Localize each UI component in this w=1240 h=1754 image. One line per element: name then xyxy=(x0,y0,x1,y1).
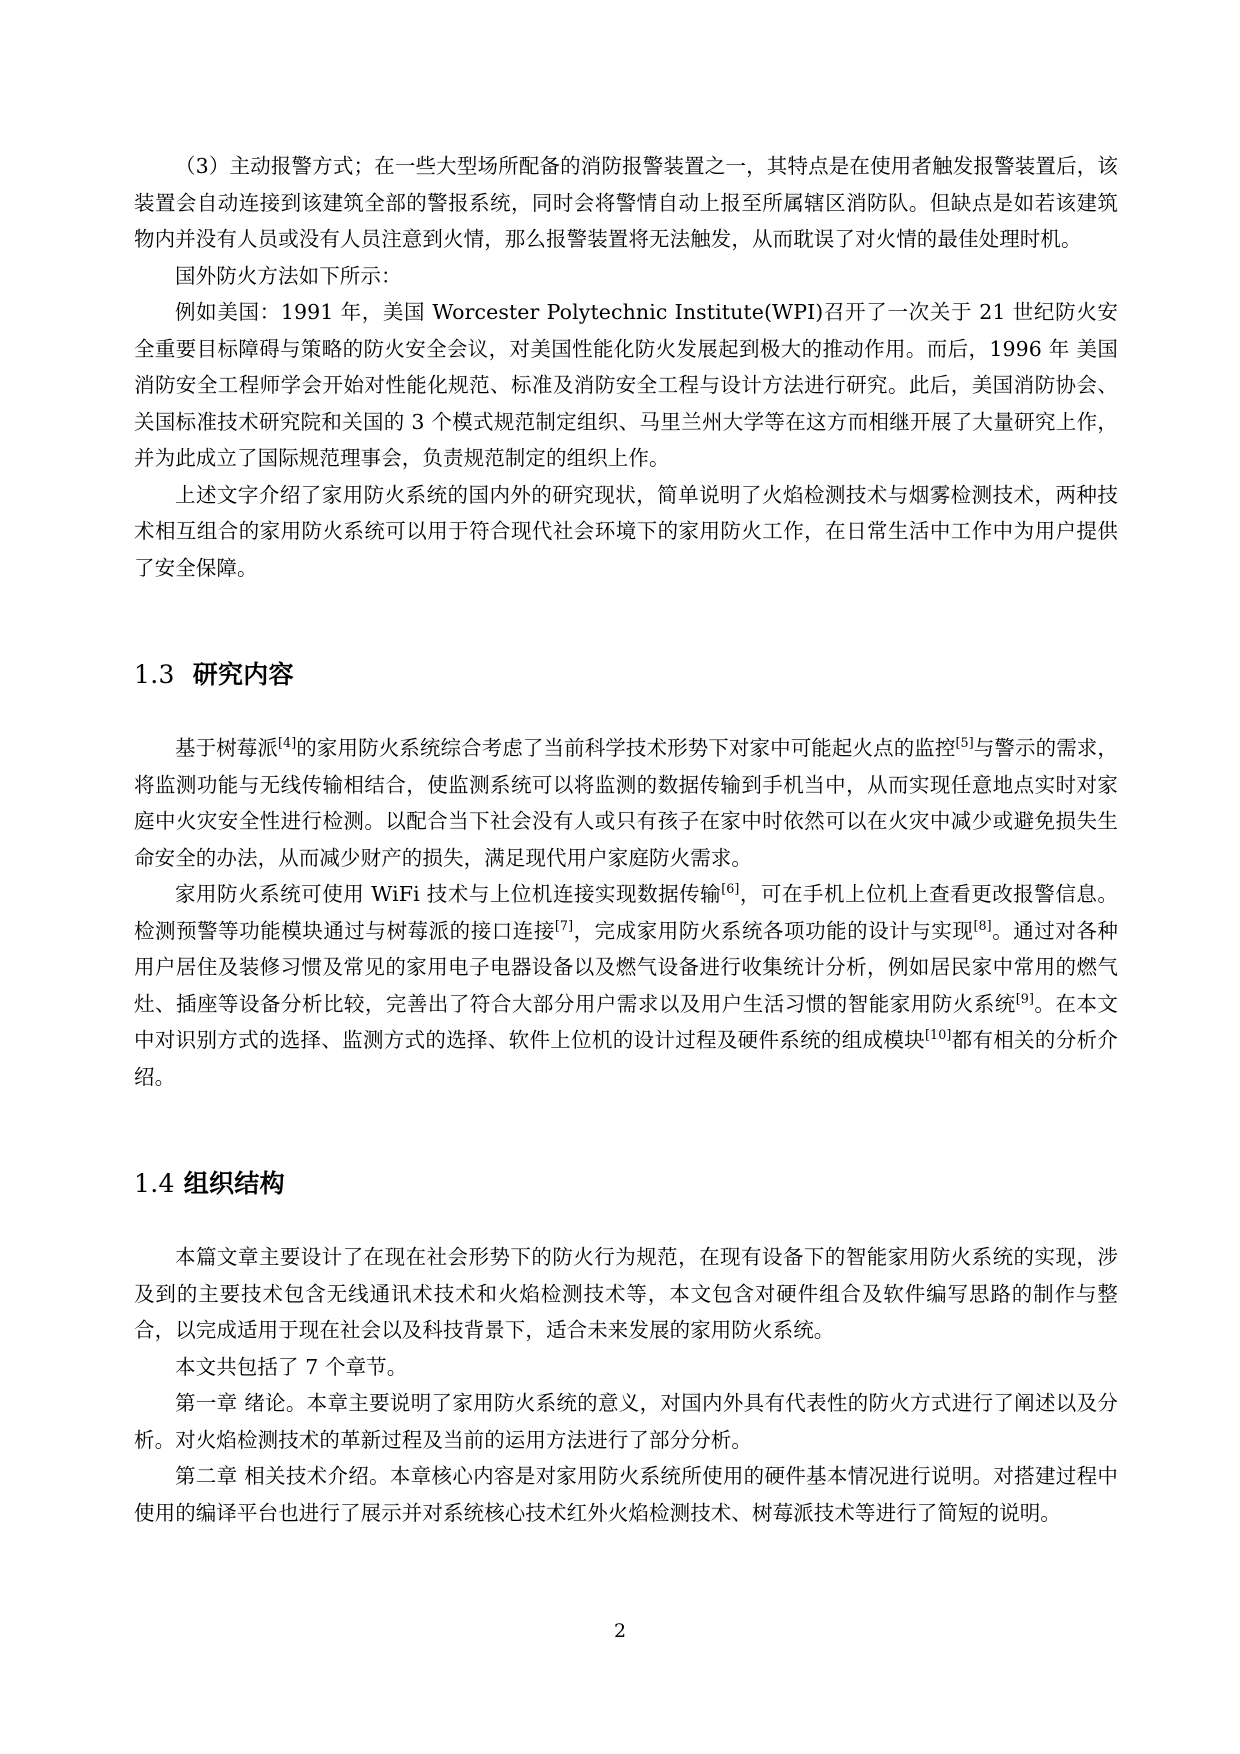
text-segment: 家用防火系统可使用 WiFi 技术与上位机连接实现数据传输 xyxy=(175,882,722,906)
paragraph-research-content-2 xyxy=(134,876,1118,1095)
reference-marker-5: [5] xyxy=(955,735,974,751)
text-segment: ，可在手机上位机上查看更改报警信息。检测预警等功能模块通过与树莓派的接口连接 xyxy=(134,882,1118,943)
spacer-after-section-1-3 xyxy=(134,692,1118,730)
section-number-1-4: 1.4 xyxy=(134,1169,175,1198)
section-heading-1-4 xyxy=(134,1167,1118,1201)
paragraph-usa-example: 例如美国：1991 年，美国 Worcester Polytechnic Institute(WPI)召开了一次关于 21 世纪防火安全重要目标障碍与策略的防火安全会议，对美国性能化防火发展起到极大的推动作用。而后，1996 年 美国消防安全工程师学会开始对性能化规范、标准及消防安全工程与设计方法进行研究。此后，美国消防协会、关国标准技术研究院和关国的 3 个模式规范制定组织、马里兰州大学等在这方而相继开展了大量研究上作，并为此成立了国际规范理事会，负责规范制定的组织上作。 xyxy=(134,300,1118,470)
text-segment: 的家用防火系统综合考虑了当前科学技术形势下对家中可能起火点的监控 xyxy=(296,736,956,760)
reference-marker-7: [7] xyxy=(554,917,574,933)
text-segment: 与警示的需求，将监测功能与无线传输相结合，使监测系统可以将监测的数据传输到手机当中，从而实现任意地点实时对家庭中火灾安全性进行检测。以配合当下社会没有人或只有孩子在家中时依然可以在火灾中减少或避免损失生命安全的办法，从而减少财产的损失，满足现代用户家庭防火需求。 xyxy=(134,736,1118,870)
text-segment: 都有相关的分析介绍。 xyxy=(134,1028,1118,1089)
spacer-before-section-1-3 xyxy=(134,586,1118,658)
text-segment: 。在本文中对识别方式的选择、监测方式的选择、软件上位机的设计过程及硬件系统的组成模块 xyxy=(134,991,1118,1052)
intro-paragraph-group xyxy=(134,148,1118,586)
paragraph-foreign-methods-lead: 国外防火方法如下所示： xyxy=(175,263,402,288)
paragraph-chapter-one: 第一章 绪论。本章主要说明了家用防火系统的意义，对国内外具有代表性的防火方式进行了阐述以及分析。对火焰检测技术的革新过程及当前的运用方法进行了部分分析。 xyxy=(134,1391,1118,1452)
text-segment: 基于树莓派 xyxy=(175,736,278,760)
paragraph-chapter-two: 第二章 相关技术介绍。本章核心内容是对家用防火系统所使用的硬件基本情况进行说明。对搭建过程中使用的编译平台也进行了展示并对系统核心技术红外火焰检测技术、树莓派技术等进行了简短的说明。 xyxy=(134,1464,1118,1525)
reference-marker-10: [10] xyxy=(924,1027,952,1043)
paragraph-active-alarm: （3）主动报警方式；在一些大型场所配备的消防报警装置之一，其特点是在使用者触发报警装置后，该装置会自动连接到该建筑全部的警报系统，同时会将警情自动上报至所属辖区消防队。但缺点是如若该建筑物内并没有人员或没有人员注意到火情，那么报警装置将无法触发，从而耽误了对火情的最佳处理时机。 xyxy=(134,154,1118,251)
reference-marker-9: [9] xyxy=(1015,990,1035,1006)
text-segment: ，完成家用防火系统各项功能的设计与实现 xyxy=(573,918,974,943)
reference-marker-6: [6] xyxy=(721,881,740,897)
section-number-1-3: 1.3 xyxy=(134,660,175,689)
reference-marker-8: [8] xyxy=(973,917,992,933)
page-number: 2 xyxy=(613,1620,627,1642)
section-heading-1-3 xyxy=(134,658,1118,692)
reference-marker-4: [4] xyxy=(278,735,297,751)
section-title-1-4: 组织结构 xyxy=(183,1169,285,1198)
spacer-after-section-1-4 xyxy=(134,1201,1118,1239)
section-1-3-body xyxy=(134,730,1118,1095)
text-segment: 。通过对各种用户居住及装修习惯及常见的家用电子电器设备以及燃气设备进行收集统计分析，例如居民家中常用的燃气灶、插座等设备分析比较，完善出了符合大部分用户需求以及用户生活习惯的智能家用防火系统 xyxy=(134,918,1118,1016)
paragraph-chapter-count: 本文共包括了 7 个章节。 xyxy=(175,1354,408,1379)
paragraph-research-content-1 xyxy=(134,730,1118,876)
section-1-4-body xyxy=(134,1239,1118,1531)
paragraph-summary: 上述文字介绍了家用防火系统的国内外的研究现状，简单说明了火焰检测技术与烟雾检测技术，两种技术相互组合的家用防火系统可以用于符合现代社会环境下的家用防火工作，在日常生活中工作中为用户提供了安全保障。 xyxy=(134,482,1118,580)
spacer-before-section-1-4 xyxy=(134,1095,1118,1167)
section-title-1-3: 研究内容 xyxy=(192,660,294,689)
paragraph-organization-overview: 本篇文章主要设计了在现在社会形势下的防火行为规范，在现有设备下的智能家用防火系统的实现，涉及到的主要技术包含无线通讯术技术和火焰检测技术等，本文包含对硬件组合及软件编写思路的制作与整合，以完成适用于现在社会以及科技背景下，适合未来发展的家用防火系统。 xyxy=(134,1245,1118,1342)
